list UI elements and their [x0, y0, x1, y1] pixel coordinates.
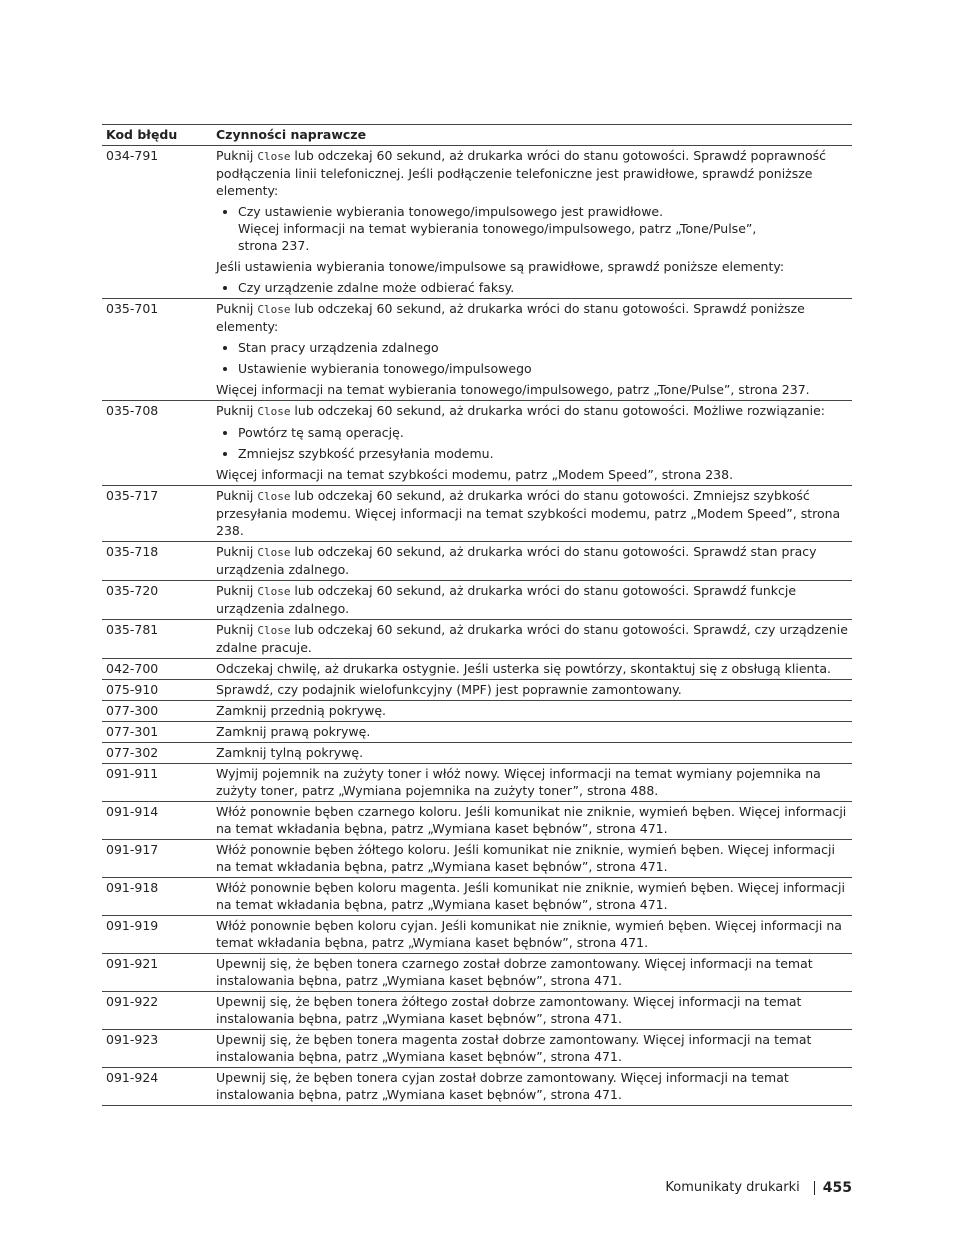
close-button-label: Close: [257, 490, 291, 503]
corrective-action-cell: [212, 701, 852, 722]
corrective-action-cell: [212, 878, 852, 916]
corrective-action-cell: [212, 581, 852, 620]
table-row: [102, 764, 852, 802]
error-code-cell: 035-717: [102, 486, 212, 542]
corrective-action-cell: [212, 840, 852, 878]
corrective-action-cell: [212, 146, 852, 299]
bullet-list: [216, 339, 848, 377]
bullet-list: [216, 424, 848, 462]
action-text: Zamknij przednią pokrywę.: [216, 703, 387, 718]
table-row: [102, 1068, 852, 1106]
table-row: [102, 680, 852, 701]
error-code-cell: 091-911: [102, 764, 212, 802]
action-text: Puknij Close lub odczekaj 60 sekund, aż drukarka wróci do stanu gotowości. Możliwe rozwiązanie:: [216, 403, 825, 418]
header-corrective-actions: Czynności naprawcze: [212, 125, 852, 146]
error-code-cell: 035-718: [102, 542, 212, 581]
corrective-action-cell: [212, 401, 852, 486]
bullet-item: • Zmniejsz szybkość przesyłania modemu.: [238, 445, 848, 462]
bullet-item: • Stan pracy urządzenia zdalnego: [238, 339, 848, 356]
table-row: [102, 802, 852, 840]
corrective-action-cell: [212, 802, 852, 840]
corrective-action-cell: [212, 486, 852, 542]
action-text: Zamknij tylną pokrywę.: [216, 745, 364, 760]
table-row: [102, 878, 852, 916]
action-text: Upewnij się, że bęben tonera czarnego został dobrze zamontowany. Więcej informacji na temat instalowania bębna, patrz „Wymiana kaset bębnów”, strona 471.: [216, 956, 813, 988]
table-row: [102, 722, 852, 743]
corrective-action-cell: [212, 542, 852, 581]
table-row: [102, 659, 852, 680]
table-row: [102, 743, 852, 764]
error-code-cell: 035-720: [102, 581, 212, 620]
close-button-label: Close: [257, 546, 291, 559]
action-text: Puknij Close lub odczekaj 60 sekund, aż drukarka wróci do stanu gotowości. Sprawdź poniższe elementy:: [216, 301, 805, 334]
action-text: Puknij Close lub odczekaj 60 sekund, aż drukarka wróci do stanu gotowości. Sprawdź stan pracy urządzenia zdalnego.: [216, 544, 817, 577]
corrective-action-cell: [212, 680, 852, 701]
table-row: [102, 542, 852, 581]
table-row: [102, 146, 852, 299]
action-text: Puknij Close lub odczekaj 60 sekund, aż drukarka wróci do stanu gotowości. Sprawdź, czy urządzenie zdalne pracuje.: [216, 622, 848, 655]
action-text: Włóż ponownie bęben koloru magenta. Jeśli komunikat nie zniknie, wymień bęben. Więcej informacji na temat wkładania bębna, patrz „Wymiana kaset bębnów”, strona 471.: [216, 880, 845, 912]
header-row: [102, 125, 852, 146]
action-text: Więcej informacji na temat wybierania tonowego/impulsowego, patrz „Tone/Pulse”, strona 237.: [216, 382, 810, 397]
bullet-item: • Czy ustawienie wybierania tonowego/impulsowego jest prawidłowe. Więcej informacji na temat wybierania tonowego/impulsowego, patrz „Tone/Pulse”, strona 237.: [238, 203, 848, 254]
action-text: Sprawdź, czy podajnik wielofunkcyjny (MPF) jest poprawnie zamontowany.: [216, 682, 682, 697]
close-button-label: Close: [257, 624, 291, 637]
action-text: Puknij Close lub odczekaj 60 sekund, aż drukarka wróci do stanu gotowości. Sprawdź funkcje urządzenia zdalnego.: [216, 583, 797, 616]
error-code-cell: 091-919: [102, 916, 212, 954]
table-row: [102, 581, 852, 620]
bullet-item: • Czy urządzenie zdalne może odbierać faksy.: [238, 279, 848, 296]
footer-section-title: Komunikaty drukarki: [665, 1180, 800, 1195]
bullet-list: [216, 279, 848, 296]
action-text: Więcej informacji na temat szybkości modemu, patrz „Modem Speed”, strona 238.: [216, 467, 734, 482]
action-text: Odczekaj chwilę, aż drukarka ostygnie. Jeśli usterka się powtórzy, skontaktuj się z obsługą klienta.: [216, 661, 831, 676]
table-row: [102, 701, 852, 722]
close-button-label: Close: [257, 405, 291, 418]
page-footer: [665, 1178, 852, 1198]
action-text: Upewnij się, że bęben tonera magenta został dobrze zamontowany. Więcej informacji na temat instalowania bębna, patrz „Wymiana kaset bębnów”, strona 471.: [216, 1032, 812, 1064]
error-code-cell: 075-910: [102, 680, 212, 701]
bullet-item: • Powtórz tę samą operację.: [238, 424, 848, 441]
table-row: [102, 486, 852, 542]
corrective-action-cell: [212, 659, 852, 680]
action-text: Upewnij się, że bęben tonera cyjan został dobrze zamontowany. Więcej informacji na temat instalowania bębna, patrz „Wymiana kaset bębnów”, strona 471.: [216, 1070, 789, 1102]
header-error-code: Kod błędu: [102, 125, 212, 146]
error-code-cell: 077-300: [102, 701, 212, 722]
corrective-action-cell: [212, 299, 852, 401]
table-row: [102, 401, 852, 486]
error-code-cell: 077-301: [102, 722, 212, 743]
action-text: Upewnij się, że bęben tonera żółtego został dobrze zamontowany. Więcej informacji na temat instalowania bębna, patrz „Wymiana kaset bębnów”, strona 471.: [216, 994, 802, 1026]
error-code-cell: 077-302: [102, 743, 212, 764]
table-row: [102, 299, 852, 401]
bullet-item: • Ustawienie wybierania tonowego/impulsowego: [238, 360, 848, 377]
close-button-label: Close: [257, 585, 291, 598]
close-button-label: Close: [257, 303, 291, 316]
table-row: [102, 954, 852, 992]
table-body: [102, 146, 852, 1106]
error-code-cell: 091-922: [102, 992, 212, 1030]
table-row: [102, 916, 852, 954]
error-code-cell: 091-924: [102, 1068, 212, 1106]
corrective-action-cell: [212, 1030, 852, 1068]
error-code-cell: 035-708: [102, 401, 212, 486]
error-code-cell: 091-917: [102, 840, 212, 878]
error-code-cell: 091-914: [102, 802, 212, 840]
error-code-cell: 035-701: [102, 299, 212, 401]
close-button-label: Close: [257, 150, 291, 163]
corrective-action-cell: [212, 722, 852, 743]
action-text: Zamknij prawą pokrywę.: [216, 724, 371, 739]
table-row: [102, 1030, 852, 1068]
action-text: Puknij Close lub odczekaj 60 sekund, aż drukarka wróci do stanu gotowości. Zmniejsz szybkość przesyłania modemu. Więcej informacji na temat szybkości modemu, patrz „Modem Speed”, strona 238.: [216, 488, 841, 538]
corrective-action-cell: [212, 743, 852, 764]
error-code-cell: 091-918: [102, 878, 212, 916]
corrective-action-cell: [212, 916, 852, 954]
action-text: Włóż ponownie bęben koloru cyjan. Jeśli komunikat nie zniknie, wymień bęben. Więcej informacji na temat wkładania bębna, patrz „Wymiana kaset bębnów”, strona 471.: [216, 918, 842, 950]
table-row: [102, 992, 852, 1030]
action-text: Jeśli ustawienia wybierania tonowe/impulsowe są prawidłowe, sprawdź poniższe elementy:: [216, 259, 785, 274]
corrective-action-cell: [212, 1068, 852, 1106]
corrective-action-cell: [212, 764, 852, 802]
error-code-cell: 034-791: [102, 146, 212, 299]
action-text: Włóż ponownie bęben czarnego koloru. Jeśli komunikat nie zniknie, wymień bęben. Więcej informacji na temat wkładania bębna, patrz „Wymiana kaset bębnów”, strona 471.: [216, 804, 847, 836]
error-code-cell: 091-921: [102, 954, 212, 992]
error-code-table: [102, 124, 852, 1106]
corrective-action-cell: [212, 620, 852, 659]
footer-separator: [814, 1181, 815, 1195]
error-code-cell: 091-923: [102, 1030, 212, 1068]
action-text: Włóż ponownie bęben żółtego koloru. Jeśli komunikat nie zniknie, wymień bęben. Więcej informacji na temat wkładania bębna, patrz „Wymiana kaset bębnów”, strona 471.: [216, 842, 835, 874]
table-header: [102, 125, 852, 146]
action-text: Wyjmij pojemnik na zużyty toner i włóż nowy. Więcej informacji na temat wymiany pojemnika na zużyty toner, patrz „Wymiana pojemnika na zużyty toner”, strona 488.: [216, 766, 821, 798]
table-row: [102, 840, 852, 878]
error-code-cell: 035-781: [102, 620, 212, 659]
table-row: [102, 620, 852, 659]
action-text: Puknij Close lub odczekaj 60 sekund, aż drukarka wróci do stanu gotowości. Sprawdź poprawność podłączenia linii telefonicznej. Jeśli podłączenie telefoniczne jest prawidłowe, sprawdź poniższe elementy:: [216, 148, 827, 198]
corrective-action-cell: [212, 954, 852, 992]
bullet-list: [216, 203, 848, 254]
corrective-action-cell: [212, 992, 852, 1030]
error-code-cell: 042-700: [102, 659, 212, 680]
page-number: 455: [822, 1180, 852, 1196]
